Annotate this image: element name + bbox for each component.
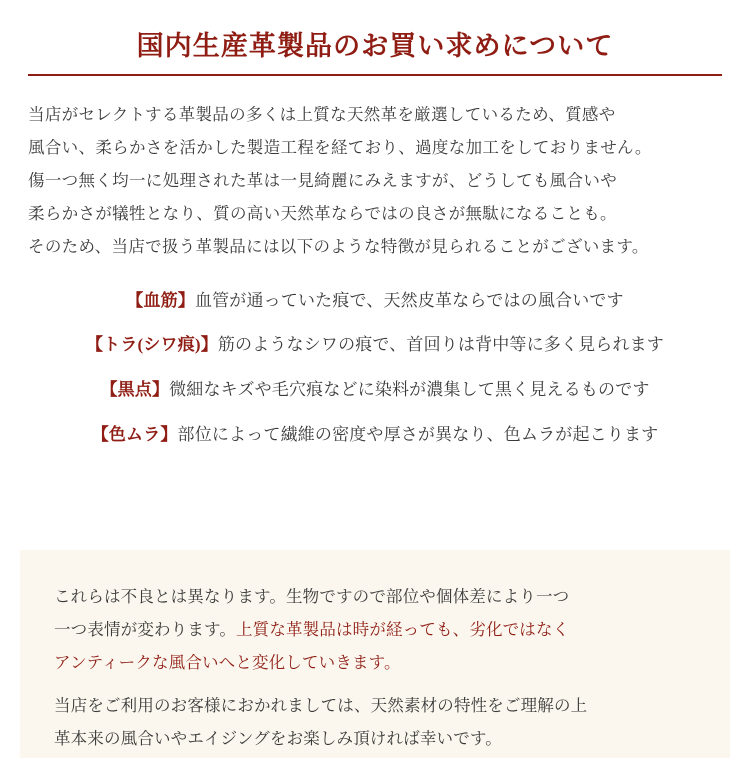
feature-item-kokuten [28,378,722,403]
note-spacer [54,679,696,689]
feature-tag: 【色ムラ】 [91,424,178,444]
intro-line: 傷一つ無く均一に処理された革は一見綺麗にみえますが、どうしても風合いや [28,170,618,190]
feature-tag: 【黒点】 [100,380,170,400]
page-title: 国内生産革製品のお買い求めについて [136,31,614,61]
feature-item-tora [28,333,722,358]
intro-paragraph [28,98,722,263]
intro-line: 風合い、柔らかさを活かした製造工程を経ており、過度な加工をしておりません。 [28,137,652,157]
note-line-3 [54,646,696,679]
title-block [28,30,722,76]
feature-tag: 【血筋】 [126,290,195,310]
intro-line: 柔らかさが犠牲となり、質の高い天然革ならではの良さが無駄になることも。 [28,203,617,223]
note-line-2-plain: 一つ表情が変わります。 [54,620,236,639]
note-line-2 [54,613,696,646]
note-line-3-accent: アンティークな風合いへと変化していきます。 [54,653,401,672]
feature-item-iromura [28,423,722,448]
feature-text: 部位によって繊維の密度や厚さが異なり、色ムラが起こります [177,424,659,444]
page-root [0,30,750,780]
feature-text: 微細なキズや毛穴痕などに染料が濃集して黒く見えるものです [169,380,650,400]
feature-item-chisuji [28,289,722,314]
feature-text: 筋のようなシワの痕で、首回りは背中等に多く見られます [217,335,664,355]
note-line-1: これらは不良とは異なります。生物ですので部位や個体差により一つ [54,587,570,606]
note-line-2-accent-a: 上質な革製品は時が経っても、 [236,620,470,639]
note-line-2-accent-b: 劣化ではなく [469,620,570,639]
intro-line: そのため、当店で扱う革製品には以下のような特徴が見られることがございます。 [28,236,649,256]
feature-list [28,289,722,448]
note-line-4: 当店をご利用のお客様におかれましては、天然素材の特性をご理解の上 [54,696,588,715]
feature-tag: 【トラ(シワ痕)】 [86,335,218,355]
note-line-5: 革本来の風合いやエイジングをお楽しみ頂ければ幸いです。 [54,729,502,748]
intro-line: 当店がセレクトする革製品の多くは上質な天然革を厳選しているため、質感や [28,104,616,124]
feature-text: 血管が通っていた痕で、天然皮革ならではの風合いです [194,290,624,310]
note-box [20,550,730,758]
